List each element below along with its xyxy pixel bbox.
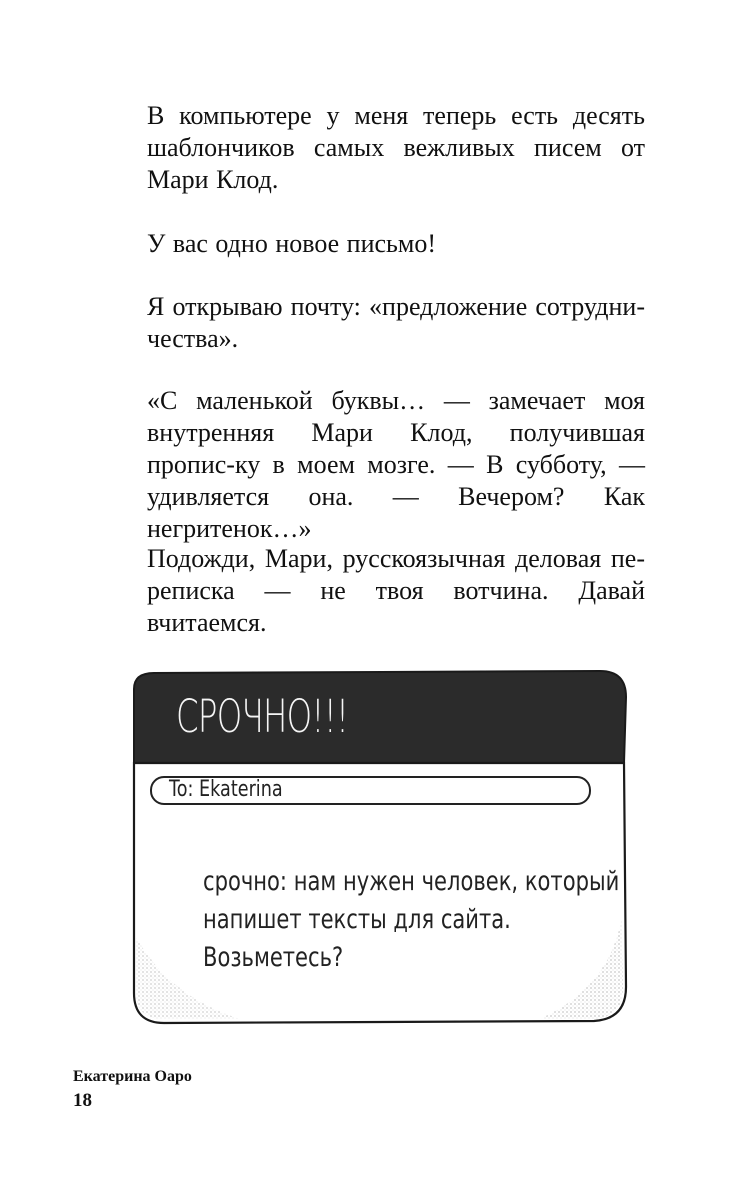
recipient-text: To: Ekaterina bbox=[169, 777, 283, 802]
message-line: Возьметесь? bbox=[203, 942, 344, 973]
paragraph-5: Подожди, Мари, русскоязычная деловая пе-реписка — не твоя вотчина. Давай вчитаемся. bbox=[147, 544, 645, 637]
message-line: срочно: нам нужен человек, который bbox=[203, 866, 620, 897]
footer-author: Екатерина Оаро bbox=[73, 1068, 192, 1085]
email-illustration bbox=[130, 667, 630, 1029]
recipient-field bbox=[150, 776, 591, 805]
paragraph-2: У вас одно новое письмо! bbox=[147, 229, 437, 258]
page-number: 18 bbox=[73, 1090, 92, 1111]
email-message bbox=[203, 863, 620, 977]
paragraph-3: Я открываю почту: «предложение сотрудни-чества». bbox=[147, 292, 645, 353]
email-subject-title: СРОЧНО!!! bbox=[176, 690, 349, 743]
paragraph-1: В компьютере у меня теперь есть десять шаблончиков самых вежливых писем от Мари Клод. bbox=[147, 101, 645, 194]
paragraph-4: «С маленькой буквы… — замечает моя внутренняя Мари Клод, получившая пропис-ку в моем мозге. — В субботу, — удивляется она. — Вечером? Как негритенок…» bbox=[147, 386, 645, 543]
message-line: напишет тексты для сайта. bbox=[203, 904, 511, 935]
